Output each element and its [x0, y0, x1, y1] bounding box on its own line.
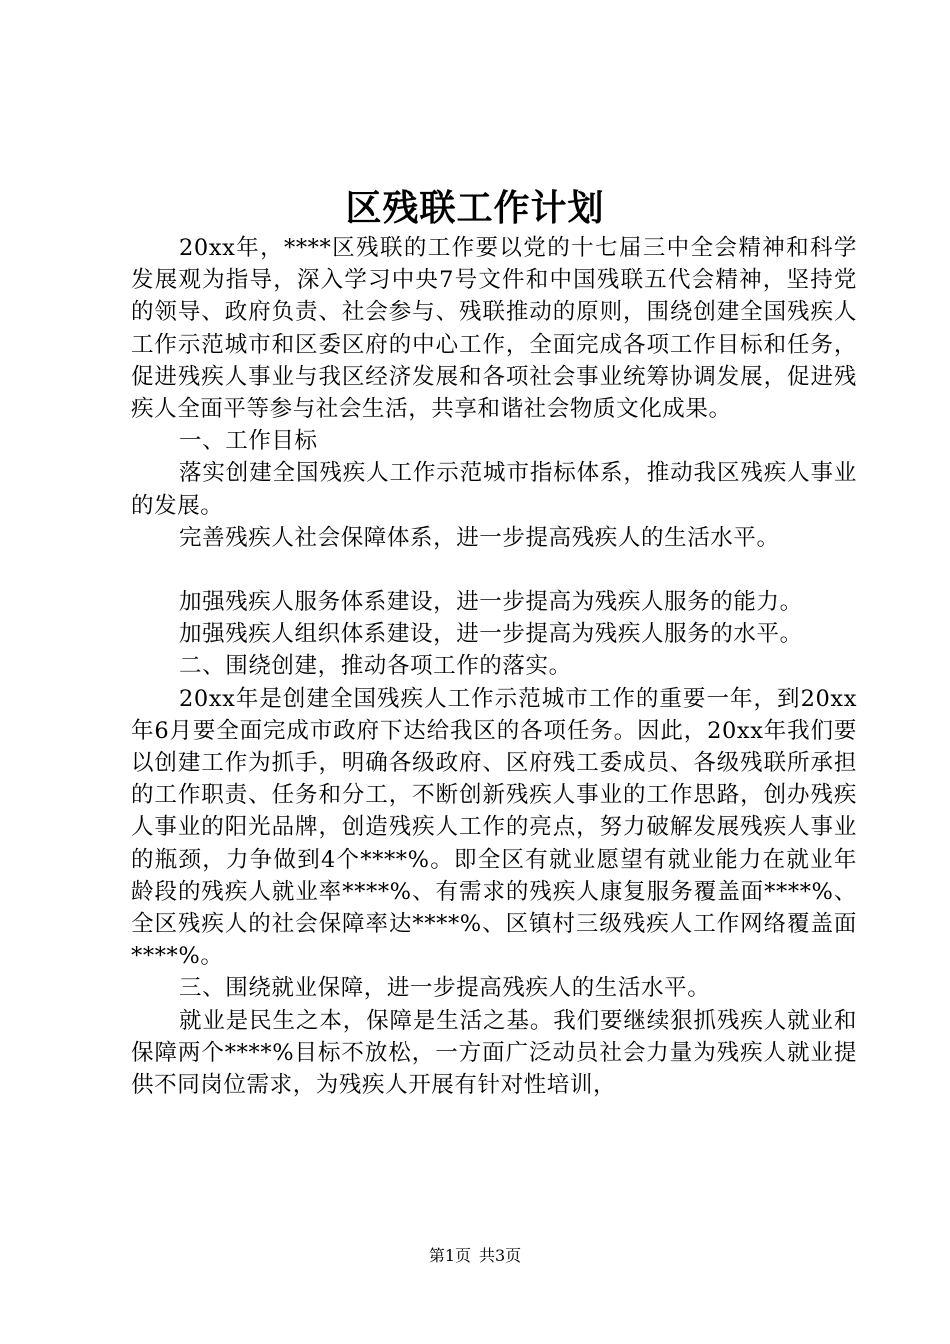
blank-line: [131, 554, 857, 586]
paragraph-employment: 就业是民生之本，保障是生活之基。我们要继续狠抓残疾人就业和保障两个****%目标不放松，一方面广泛动员社会力量为残疾人就业提供不同岗位需求，为残疾人开展有针对性培训，: [131, 1007, 857, 1099]
paragraph-creation: 20xx年是创建全国残疾人工作示范城市工作的重要一年，到20xx年6月要全面完成市政府下达给我区的各项任务。因此，20xx年我们要以创建工作为抓手，明确各级政府、区府残工委成员、各级残联所承担的工作职责、任务和分工，不断创新残疾人事业的工作思路，创办残疾人事业的阳光品牌，创造残疾人工作的亮点，努力破解发展残疾人事业的瓶颈，力争做到4个****%。即全区有就业愿望有就业能力在就业年龄段的残疾人就业率****%、有需求的残疾人康复服务覆盖面****%、全区残疾人的社会保障率达****%、区镇村三级残疾人工作网络覆盖面****%。: [131, 685, 857, 970]
paragraph-goal-3: 加强残疾人服务体系建设，进一步提高为残疾人服务的能力。: [179, 589, 803, 616]
document-body: [131, 232, 857, 1101]
page-number: 第1页: [428, 1246, 471, 1265]
document-title: 区残联工作计划: [345, 187, 605, 229]
section-heading-employment: 三、围绕就业保障，进一步提高残疾人的生活水平。: [179, 975, 711, 1002]
section-heading-creation: 二、围绕创建，推动各项工作的落实。: [179, 653, 572, 680]
paragraph-intro: 20xx年，****区残联的工作要以党的十七届三中全会精神和科学发展观为指导，深入学习中央7号文件和中国残联五代会精神，坚持党的领导、政府负责、社会参与、残联推动的原则，围绕创建全国残疾人工作示范城市和区委区府的中心工作，全面完成各项工作目标和任务，促进残疾人事业与我区经济发展和各项社会事业统筹协调发展，促进残疾人全面平等参与社会生活，共享和谐社会物质文化成果。: [131, 235, 857, 423]
page-total: 共3页: [479, 1246, 522, 1265]
paragraph-goal-1: 落实创建全国残疾人工作示范城市指标体系，推动我区残疾人事业的发展。: [131, 460, 857, 519]
page-footer: [0, 1245, 950, 1267]
paragraph-goal-4: 加强残疾人组织体系建设，进一步提高为残疾人服务的水平。: [179, 621, 803, 648]
section-heading-goals: 一、工作目标: [179, 428, 318, 455]
paragraph-goal-2: 完善残疾人社会保障体系，进一步提高残疾人的生活水平。: [179, 524, 780, 551]
